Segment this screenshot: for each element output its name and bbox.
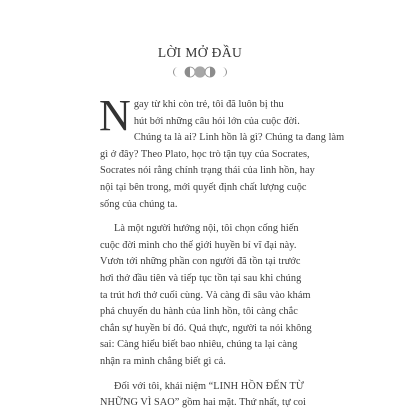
text-line: sống của chúng ta. (100, 198, 178, 210)
text-line: hơi thở đầu tiên và tiếp tục tồn tại sau khi chúng (100, 272, 302, 284)
text-line: Là một người hướng nội, tôi chọn cống hiến (114, 223, 299, 235)
text-line: Đối với tôi, khái niệm “LINH HỒN ĐẾN TỪ (114, 380, 304, 392)
text-line: Vươn tới những phần con người đã tồn tại trước (100, 256, 301, 268)
text-line: NHỮNG VÌ SAO” gồm hai mặt. Thứ nhất, tự coi (100, 397, 306, 409)
left-half-moon-icon (185, 67, 190, 77)
text-line: nhận ra mình chẳng biết gì cả. (100, 355, 226, 367)
body-text (99, 91, 345, 412)
right-crescent-icon (222, 67, 227, 77)
text-line: cuộc đời mình cho thế giới huyền bí vĩ đại này. (100, 239, 297, 251)
text-line: gì ở đây? Theo Plato, học trò tận tụy của Socrates, (100, 148, 310, 160)
text-line: gay từ khi còn trẻ, tôi đã luôn bị thu (133, 99, 284, 110)
text-line: sai: Càng hiểu biết bao nhiêu, chúng ta lại càng (100, 339, 298, 351)
text-line: hút bởi những câu hỏi lớn của cuộc đời. (133, 115, 300, 127)
text-line: ta trút hơi thở cuối cùng. Và càng đi sâu vào khám (100, 289, 311, 301)
text-line: chắn sự huyền bí đó. Quả thực, người ta nói không (100, 322, 312, 334)
text-line: Socrates nói rằng chính trạng thái của linh hồn, hay (100, 165, 315, 177)
text-line: nội tại bên trong, mới quyết định chất lượng cuộc (100, 181, 307, 193)
text-line: Chúng ta là ai? Linh hồn là gì? Chúng ta đang làm (133, 132, 345, 144)
left-crescent-icon (173, 67, 178, 77)
paragraph-3 (100, 379, 322, 412)
moon-phases-ornament-icon (160, 65, 240, 79)
paragraph-2 (100, 221, 322, 370)
text-line: phá chuyến du hành của linh hồn, tôi càng chắc (100, 306, 298, 318)
paragraph-1 (99, 91, 345, 213)
chapter-title: LỜI MỞ ĐẦU (157, 45, 243, 60)
right-half-moon-icon (210, 67, 215, 77)
full-moon-icon (194, 66, 205, 77)
dropcap: N (99, 91, 131, 140)
